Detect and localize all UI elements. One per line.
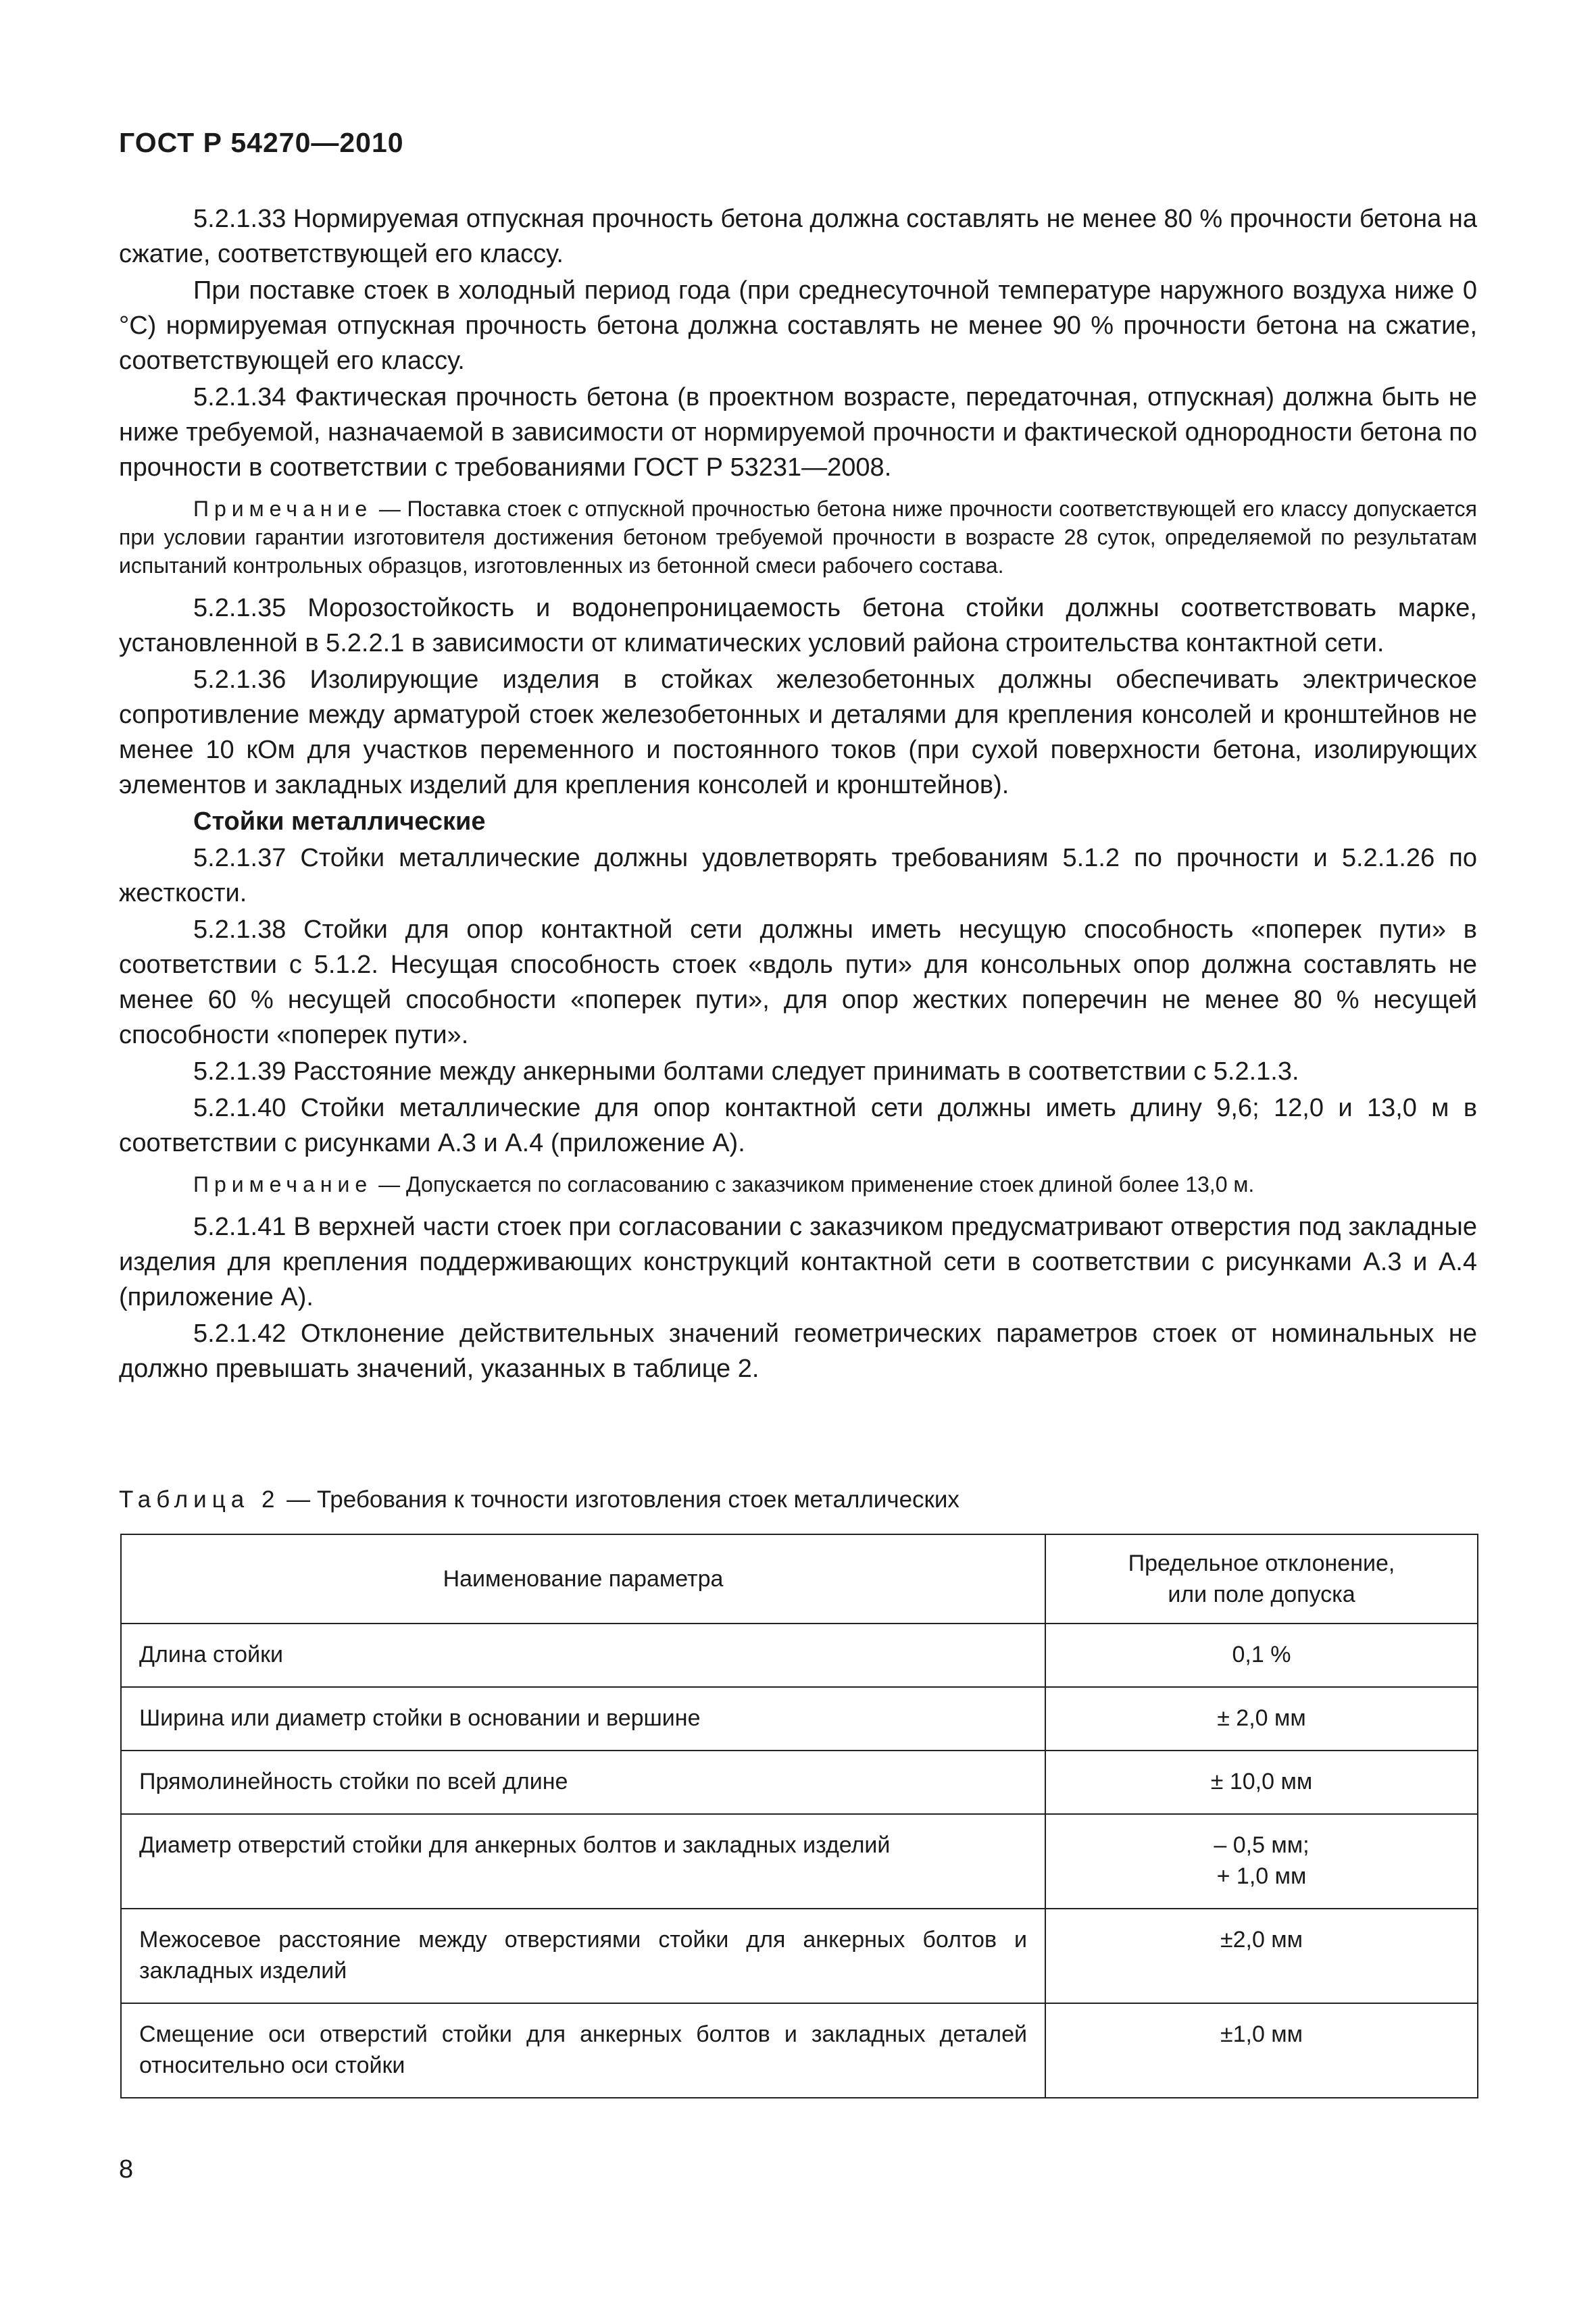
table-caption (119, 1486, 959, 1513)
requirements-table (120, 1534, 1478, 2098)
row-tolerance-value (1045, 2003, 1478, 2098)
tolerance-line1: ±1,0 мм (1220, 2021, 1303, 2047)
row-tolerance-value (1045, 1814, 1478, 1909)
note-post-length (119, 1170, 1477, 1199)
table-row (121, 1909, 1478, 2003)
table-caption-text: — Требования к точности изготовления стоек металлических (280, 1486, 959, 1513)
tolerance-line1: – 0,5 мм; (1214, 1832, 1310, 1858)
table-row (121, 1687, 1478, 1751)
clause-5-2-1-38: 5.2.1.38 Стойки для опор контактной сети должны иметь несущую способность «поперек пути» в соответствии с 5.1.2. Несущая способность стоек «вдоль пути» для консольных опор должна составлять не менее 60 % несущей способности «поперек пути», для опор жестких поперечин не менее 80 % несущей способности «поперек пути». (119, 915, 1477, 1049)
clause-5-2-1-35: 5.2.1.35 Морозостойкость и водонепроницаемость бетона стойки должны соответствовать марке, установленной в 5.2.2.1 в зависимости от климатических условий района строительства контактной сети. (119, 594, 1477, 657)
clause-5-2-1-33-cold-period: При поставке стоек в холодный период года (при среднесуточной температуре наружного воздуха ниже 0 °С) нормируемая отпускная прочность бетона должна составлять не менее 90 % прочности бетона на сжатие, соответствующей его классу. (119, 276, 1477, 375)
table-caption-label: Таблица 2 (119, 1486, 280, 1513)
row-parameter-name: Длина стойки (121, 1624, 1045, 1687)
section-heading-metal-posts: Стойки металлические (193, 807, 486, 836)
tolerance-line2: + 1,0 мм (1216, 1863, 1307, 1889)
clause-5-2-1-34: 5.2.1.34 Фактическая прочность бетона (в проектном возрасте, передаточная, отпускная) должна быть не ниже требуемой, назначаемой в зависимости от нормируемой прочности и фактической однородности бетона по прочности в соответствии с требованиями ГОСТ Р 53231—2008. (119, 383, 1477, 482)
page-number: 8 (119, 2155, 134, 2184)
document-body (119, 201, 1477, 1388)
header-tolerance-line2: или поле допуска (1168, 1582, 1355, 1607)
tolerance-line1: ±2,0 мм (1220, 1927, 1303, 1953)
header-tolerance-line1: Предельное отклонение, (1128, 1551, 1395, 1576)
note-label: Примечание (193, 497, 373, 521)
table-row (121, 1751, 1478, 1814)
row-tolerance-value (1045, 1751, 1478, 1814)
note-release-strength (119, 495, 1477, 580)
tolerance-line1: ± 10,0 мм (1210, 1769, 1313, 1794)
row-parameter-name: Диаметр отверстий стойки для анкерных болтов и закладных изделий (121, 1814, 1045, 1909)
note-text: — Поставка стоек с отпускной прочностью бетона ниже прочности соответствующей его классу допускается при условии гарантии изготовителя достижения бетоном требуемой прочности в возрасте 28 суток, определяемой по результатам испытаний контрольных образцов, изготовленных из бетонной смеси рабочего состава. (119, 497, 1477, 578)
clause-5-2-1-36: 5.2.1.36 Изолирующие изделия в стойках железобетонных должны обеспечивать электрическое сопротивление между арматурой стоек железобетонных и деталями для крепления консолей и кронштейнов не менее 10 кОм для участков переменного и постоянного токов (при сухой поверхности бетона, изолирующих элементов и закладных изделий для крепления консолей и кронштейнов). (119, 665, 1477, 799)
tolerance-line1: 0,1 % (1232, 1642, 1291, 1667)
row-tolerance-value (1045, 1687, 1478, 1751)
clause-5-2-1-41: 5.2.1.41 В верхней части стоек при согласовании с заказчиком предусматривают отверстия под закладные изделия для крепления поддерживающих конструкций контактной сети в соответствии с рисунками А.3 и А.4 (приложение А). (119, 1213, 1477, 1311)
row-tolerance-value (1045, 1909, 1478, 2003)
clause-5-2-1-39: 5.2.1.39 Расстояние между анкерными болтами следует принимать в соответствии с 5.2.1.3. (193, 1057, 1299, 1086)
table-row (121, 1814, 1478, 1909)
clause-5-2-1-40: 5.2.1.40 Стойки металлические для опор контактной сети должны иметь длину 9,6; 12,0 и 13,0 м в соответствии с рисунками А.3 и А.4 (приложение А). (119, 1094, 1477, 1157)
tolerance-line1: ± 2,0 мм (1217, 1705, 1306, 1731)
row-parameter-name: Смещение оси отверстий стойки для анкерных болтов и закладных деталей относительно оси стойки (121, 2003, 1045, 2098)
note-label: Примечание (193, 1172, 373, 1197)
row-parameter-name: Прямолинейность стойки по всей длине (121, 1751, 1045, 1814)
table-row (121, 1624, 1478, 1687)
row-tolerance-value (1045, 1624, 1478, 1687)
clause-5-2-1-42: 5.2.1.42 Отклонение действительных значений геометрических параметров стоек от номинальных не должно превышать значений, указанных в таблице 2. (119, 1319, 1477, 1383)
clause-5-2-1-37: 5.2.1.37 Стойки металлические должны удовлетворять требованиям 5.1.2 по прочности и 5.2.1.26 по жесткости. (119, 844, 1477, 907)
header-tolerance (1045, 1534, 1478, 1624)
clause-5-2-1-33: 5.2.1.33 Нормируемая отпускная прочность бетона должна составлять не менее 80 % прочности бетона на сжатие, соответствующей его классу. (119, 205, 1477, 268)
table-row (121, 2003, 1478, 2098)
table-header-row (121, 1534, 1478, 1624)
document-code-header: ГОСТ Р 54270—2010 (119, 127, 404, 158)
row-parameter-name: Межосевое расстояние между отверстиями стойки для анкерных болтов и закладных изделий (121, 1909, 1045, 2003)
header-parameter-name: Наименование параметра (121, 1534, 1045, 1624)
note-text: — Допускается по согласованию с заказчиком применение стоек длиной более 13,0 м. (372, 1172, 1255, 1197)
row-parameter-name: Ширина или диаметр стойки в основании и вершине (121, 1687, 1045, 1751)
